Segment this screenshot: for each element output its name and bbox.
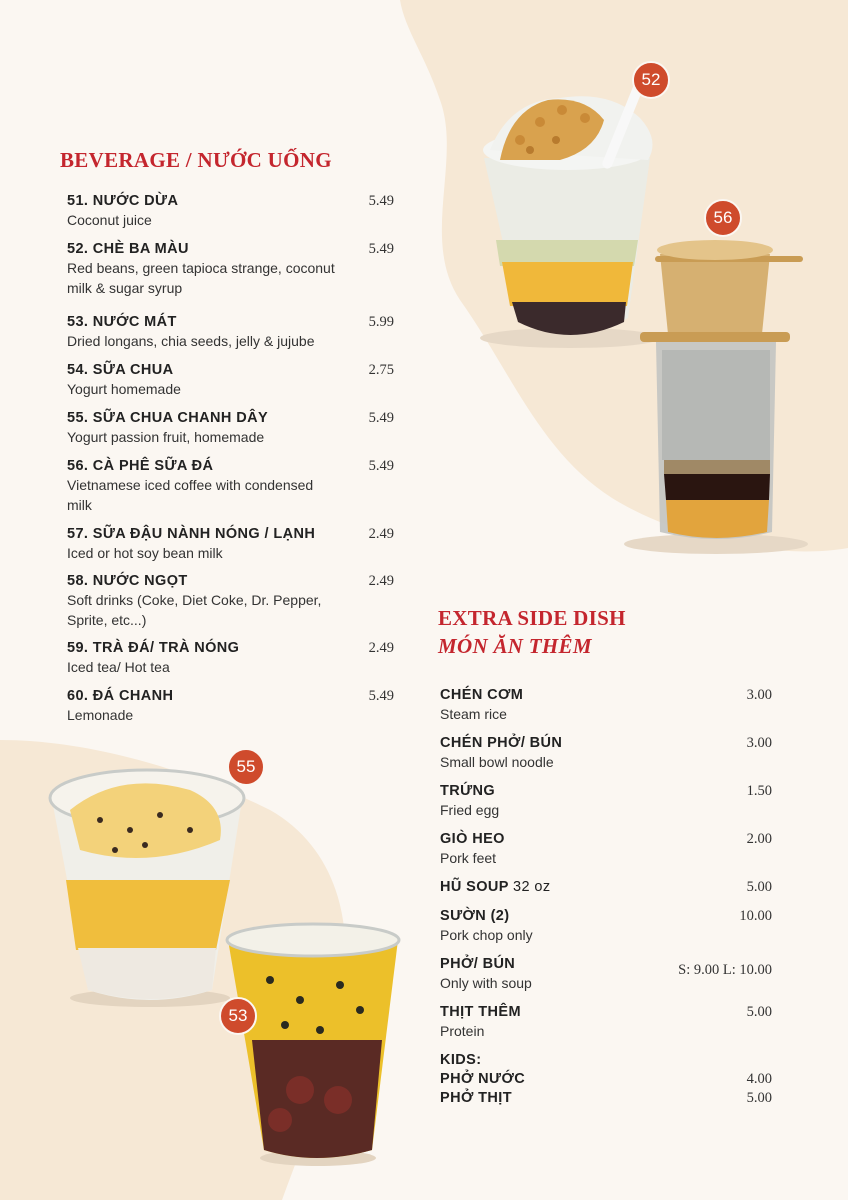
item-name: PHỞ/ BÚN — [440, 956, 516, 972]
menu-item — [440, 955, 772, 1003]
item-name: THỊT THÊM — [440, 1004, 521, 1020]
item-description: Soft drinks (Coke, Diet Coke, Dr. Pepper, Sprite, etc...) — [67, 592, 322, 628]
item-name: SƯỜN (2) — [440, 908, 510, 924]
item-description: Yogurt passion fruit, homemade — [67, 429, 265, 445]
extra-side-dish-title-vi: MÓN ĂN THÊM — [438, 634, 592, 658]
item-description: Pork feet — [440, 850, 497, 866]
item-price: 5.99 — [368, 314, 394, 330]
item-name: CHÉN PHỞ/ BÚN — [440, 735, 563, 751]
item-name: TRỨNG — [440, 783, 496, 799]
extra-side-dish-title — [438, 604, 626, 660]
item-name: 53. NƯỚC MÁT — [67, 314, 177, 330]
item-price: 3.00 — [746, 735, 772, 751]
beverage-list — [67, 192, 394, 735]
item-price: 3.00 — [746, 687, 772, 703]
item-description: Iced or hot soy bean milk — [67, 545, 223, 561]
menu-item — [67, 240, 394, 313]
menu-item — [67, 687, 394, 735]
menu-item — [67, 361, 394, 409]
menu-item — [440, 1003, 772, 1051]
kids-label: KIDS: — [440, 1052, 482, 1068]
menu-item — [440, 782, 772, 830]
item-description: Only with soup — [440, 975, 532, 991]
item-description: Steam rice — [440, 706, 507, 722]
item-name: 52. CHÈ BA MÀU — [67, 241, 189, 257]
menu-item — [440, 734, 772, 782]
item-price: S: 9.00 L: 10.00 — [678, 962, 772, 978]
item-price: 4.00 — [746, 1071, 772, 1087]
item-price: 1.50 — [746, 783, 772, 799]
menu-item — [67, 639, 394, 687]
item-name: CHÉN CƠM — [440, 687, 524, 703]
menu-item — [440, 686, 772, 734]
item-number-badge-56: 56 — [704, 199, 742, 237]
item-description: Lemonade — [67, 707, 134, 723]
item-description: Yogurt homemade — [67, 381, 181, 397]
item-name: 56. CÀ PHÊ SỮA ĐÁ — [67, 458, 214, 474]
menu-item — [67, 457, 394, 525]
item-name: 57. SỮA ĐẬU NÀNH NÓNG / LẠNH — [67, 526, 316, 542]
item-description: Iced tea/ Hot tea — [67, 659, 170, 675]
menu-item — [440, 830, 772, 878]
item-price: 5.49 — [368, 193, 394, 209]
menu-item — [440, 1070, 772, 1089]
item-name — [440, 878, 772, 897]
menu-item — [67, 572, 394, 639]
item-price: 5.00 — [746, 1004, 772, 1020]
item-description: Coconut juice — [67, 212, 152, 228]
item-price: 5.49 — [368, 410, 394, 426]
item-price: 2.49 — [368, 573, 394, 589]
item-size: 32 oz — [513, 879, 551, 895]
menu-item — [67, 525, 394, 572]
menu-item — [440, 878, 772, 907]
item-name: 54. SỮA CHUA — [67, 362, 174, 378]
item-price: 2.00 — [746, 831, 772, 847]
item-number-badge-53: 53 — [219, 997, 257, 1035]
extra-side-dish-list — [440, 686, 772, 1108]
menu-item — [440, 1089, 772, 1108]
beverage-section-title: BEVERAGE / NƯỚC UỐNG — [60, 148, 332, 172]
item-name: 58. NƯỚC NGỌT — [67, 573, 188, 589]
item-description: Fried egg — [440, 802, 500, 818]
menu-item — [440, 907, 772, 955]
item-price: 5.49 — [368, 688, 394, 704]
item-description: Pork chop only — [440, 927, 533, 943]
item-price: 5.49 — [368, 241, 394, 257]
item-description: Red beans, green tapioca strange, coconut milk & sugar syrup — [67, 260, 335, 296]
item-name: 51. NƯỚC DỪA — [67, 193, 179, 209]
item-description: Protein — [440, 1023, 485, 1039]
item-price: 5.49 — [368, 458, 394, 474]
item-description: Dried longans, chia seeds, jelly & jujube — [67, 333, 315, 349]
item-description: Small bowl noodle — [440, 754, 554, 770]
item-name-text: HŨ SOUP — [440, 879, 509, 895]
item-name: 60. ĐÁ CHANH — [67, 688, 174, 704]
item-number-badge-55: 55 — [227, 748, 265, 786]
item-price: 2.75 — [368, 362, 394, 378]
item-name: PHỞ THỊT — [440, 1090, 512, 1106]
item-price: 2.49 — [368, 526, 394, 542]
menu-item — [67, 192, 394, 240]
item-name: GIÒ HEO — [440, 831, 505, 847]
item-description: Vietnamese iced coffee with condensed milk — [67, 477, 314, 513]
item-price: 5.00 — [746, 879, 772, 895]
item-price: 10.00 — [739, 908, 772, 924]
item-number-badge-52: 52 — [632, 61, 670, 99]
extra-side-dish-title-en: EXTRA SIDE DISH — [438, 606, 626, 630]
item-name: PHỞ NƯỚC — [440, 1071, 526, 1087]
item-price: 2.49 — [368, 640, 394, 656]
item-name: 55. SỮA CHUA CHANH DÂY — [67, 410, 269, 426]
kids-menu-item — [440, 1051, 772, 1070]
menu-item — [67, 313, 394, 361]
item-price: 5.00 — [746, 1090, 772, 1106]
item-name: 59. TRÀ ĐÁ/ TRÀ NÓNG — [67, 640, 240, 656]
menu-item — [67, 409, 394, 457]
